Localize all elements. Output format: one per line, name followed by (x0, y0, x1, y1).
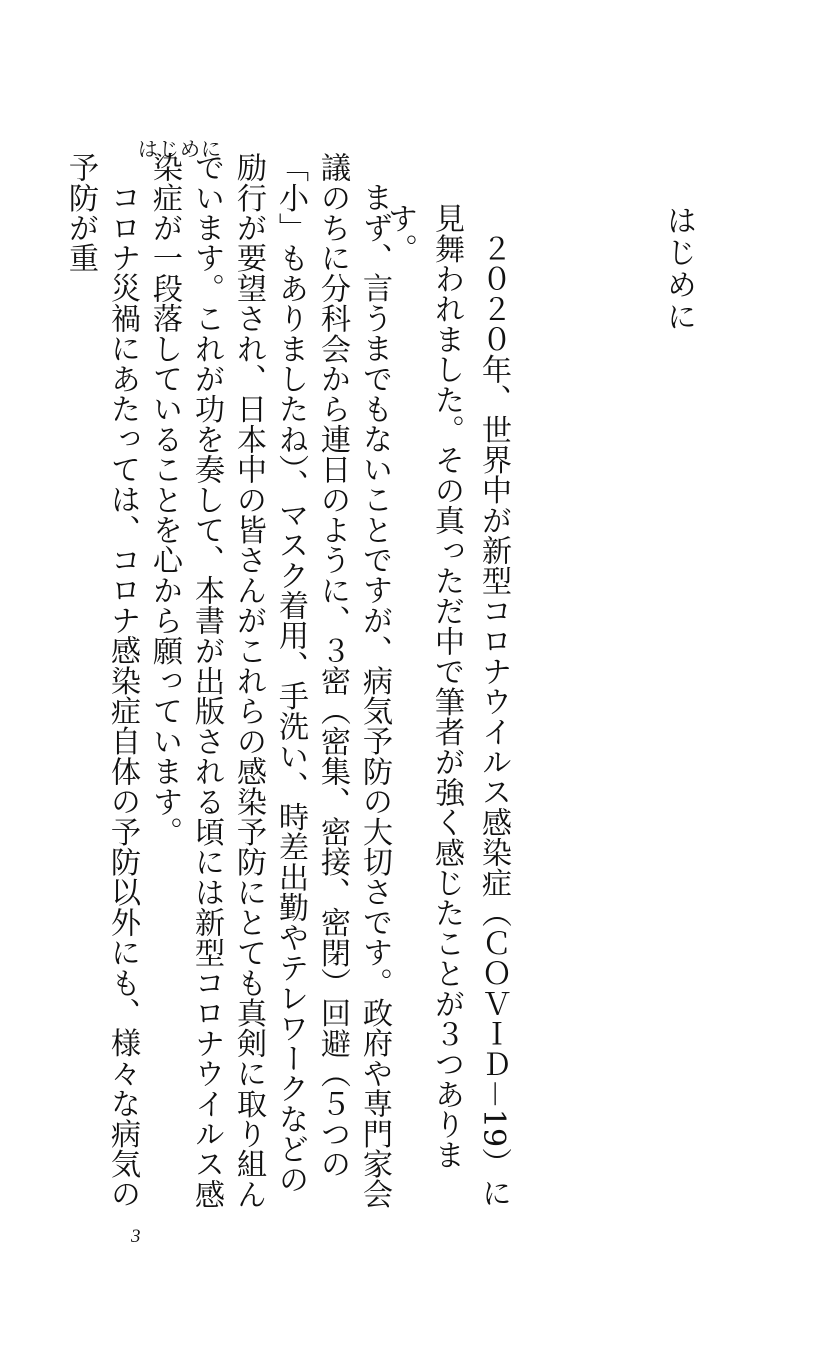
paragraph-2: まず、言うまでもないことですが、病気予防の大切さです。政府や専門家会議のちに分科会から連日のように、３密（密集、密接、密閉）回避（５つの「小」もありましたね）、マスク着用、手洗い、時差出勤やテレワークなどの励行が要望され、日本中の皆さんがこれらの感染予防にとても真剣に取り組んでいます。これが功を奏して、本書が出版される頃には新型コロナウイルス感染症が一段落していることを心から願っています。 (147, 152, 392, 1209)
page-number: 3 (131, 1226, 141, 1247)
paragraph-intro (376, 203, 517, 1213)
body-text (59, 152, 395, 1213)
paragraph-1: ２０２０年、世界中が新型コロナウイルス感染症（ＣＯＶＩＤ－19）に見舞われました。その真っただ中で筆者が強く感じたことが３つあります。 (382, 203, 511, 1208)
running-head: はじめに (138, 137, 222, 161)
chapter-title: はじめに (661, 205, 696, 333)
paragraph-3: コロナ災禍にあたっては、コロナ感染症自体の予防以外にも、様々な病気の予防が重 (63, 152, 140, 1209)
